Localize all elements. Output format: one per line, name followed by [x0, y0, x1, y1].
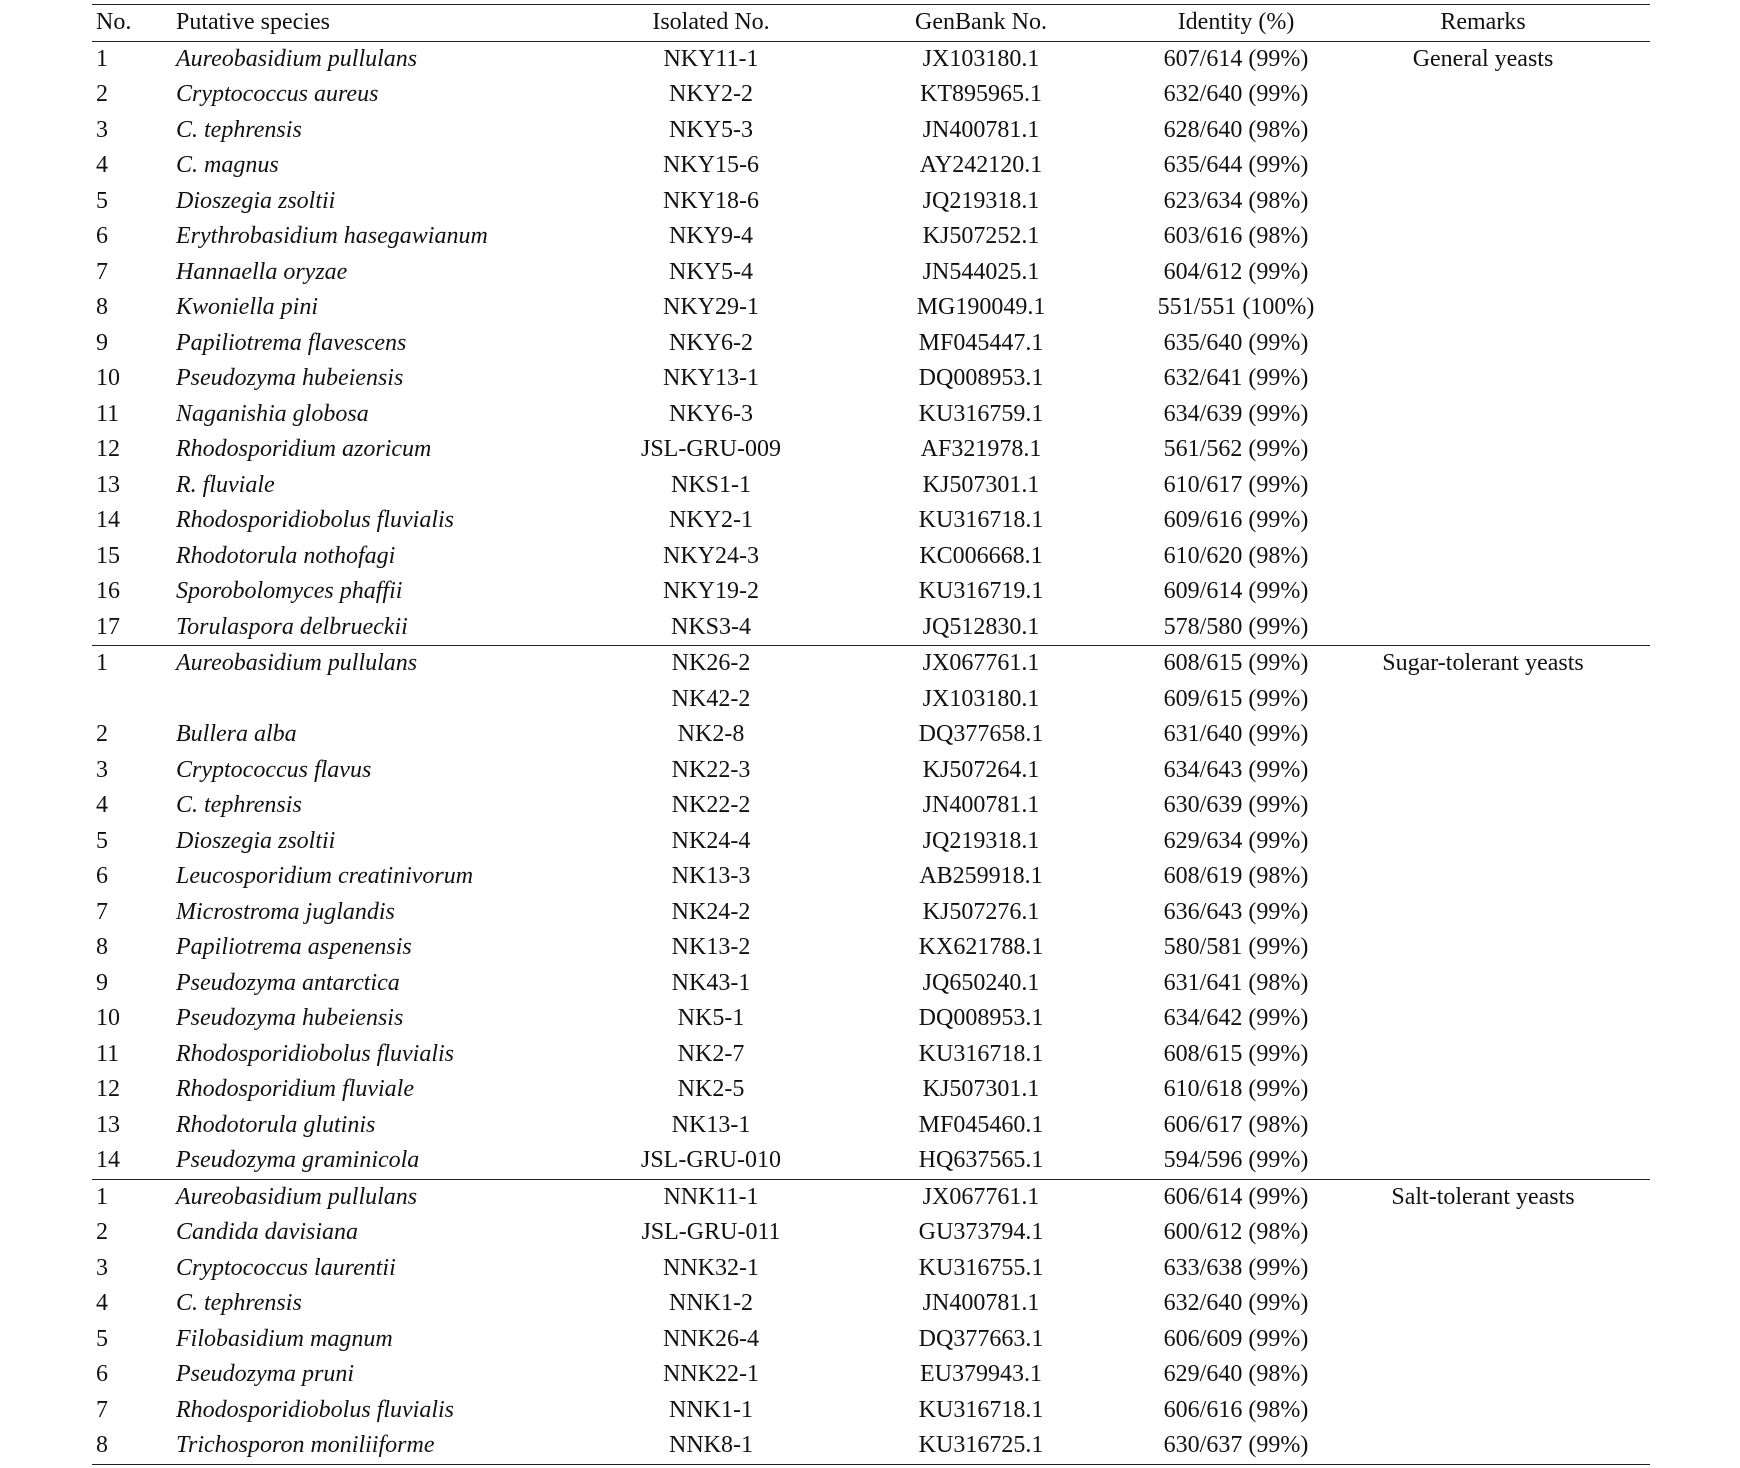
cell-genbank: JX067761.1: [922, 650, 1040, 676]
cell-genbank: JN544025.1: [922, 258, 1040, 285]
cell-species: Aureobasidium pullulans: [176, 650, 418, 676]
cell-remarks: [1316, 397, 1650, 433]
cell-identity: 609/616 (99%): [1163, 507, 1309, 533]
cell-no: 11: [96, 400, 120, 427]
table-row: [92, 255, 1650, 291]
cell-remarks: [1316, 432, 1650, 468]
cell-identity: 633/638 (99%): [1163, 1254, 1309, 1281]
cell-isolated: NKY13-1: [663, 365, 759, 391]
cell-identity: 634/639 (99%): [1163, 400, 1309, 427]
cell-no: 6: [96, 223, 108, 249]
cell-isolated: NKY9-4: [669, 223, 753, 249]
cell-isolated: NKY2-1: [669, 507, 753, 533]
table-row: [92, 859, 1650, 895]
cell-isolated: NKY6-2: [669, 329, 753, 356]
table-row: [92, 895, 1650, 931]
cell-isolated: NK26-2: [671, 650, 751, 676]
cell-species: Cryptococcus flavus: [176, 756, 372, 783]
cell-species: Sporobolomyces phaffii: [176, 578, 403, 604]
cell-no: 12: [96, 436, 120, 462]
cell-isolated: NK5-1: [677, 1005, 745, 1031]
cell-genbank: AY242120.1: [919, 152, 1043, 178]
cell-species: C. tephrensis: [176, 1290, 302, 1316]
table-row: [92, 1215, 1650, 1251]
cell-no: 9: [96, 329, 108, 356]
cell-no: 5: [96, 1325, 108, 1352]
cell-identity: 635/640 (99%): [1163, 329, 1309, 356]
cell-remarks: Salt-tolerant yeasts: [1391, 1183, 1575, 1210]
cell-identity: 606/617 (98%): [1163, 1111, 1309, 1138]
cell-isolated: NK22-3: [671, 756, 751, 783]
cell-species: Rhodosporidiobolus fluvialis: [176, 1040, 455, 1067]
table-row: [92, 290, 1650, 326]
cell-no: 10: [96, 1005, 120, 1031]
cell-remarks: [1316, 503, 1650, 539]
table-row: [92, 682, 1650, 718]
cell-species: Cryptococcus aureus: [176, 81, 379, 107]
cell-species: Rhodosporidium fluviale: [176, 1076, 414, 1102]
cell-no: 6: [96, 1361, 108, 1387]
cell-identity: 610/618 (99%): [1163, 1076, 1309, 1102]
cell-species: Trichosporon moniliiforme: [176, 1428, 616, 1464]
table-row: [92, 41, 1650, 77]
cell-genbank: EU379943.1: [920, 1361, 1042, 1387]
cell-species: Dioszegia zsoltii: [176, 187, 336, 214]
cell-no: 1: [96, 45, 108, 72]
table-row: [92, 1322, 1650, 1358]
cell-species: Pseudozyma antarctica: [176, 969, 400, 996]
cell-remarks: [1316, 1286, 1650, 1322]
cell-identity: 608/619 (98%): [1163, 863, 1309, 889]
cell-no: 1: [96, 650, 108, 676]
cell-species: Pseudozyma hubeiensis: [176, 365, 404, 391]
cell-genbank: KU316718.1: [918, 1040, 1044, 1067]
cell-species: Pseudozyma pruni: [176, 1361, 354, 1387]
cell-isolated: NKY19-2: [663, 578, 759, 604]
table-row: [92, 824, 1650, 860]
table-row: [92, 148, 1650, 184]
cell-no: 15: [96, 542, 120, 569]
cell-no: 17: [92, 610, 176, 646]
cell-isolated: NKS1-1: [670, 471, 751, 498]
cell-genbank: JX103180.1: [922, 45, 1040, 72]
cell-identity: 630/637 (99%): [1156, 1428, 1316, 1464]
table-row: [92, 1251, 1650, 1287]
cell-isolated: JSL-GRU-010: [616, 1143, 806, 1179]
cell-genbank: JQ512830.1: [806, 610, 1156, 646]
cell-remarks: [1316, 1001, 1650, 1037]
cell-isolated: NNK26-4: [663, 1325, 759, 1352]
cell-identity: 604/612 (99%): [1163, 258, 1309, 285]
cell-isolated: NKY15-6: [663, 152, 759, 178]
cell-genbank: JX067761.1: [922, 1183, 1040, 1210]
cell-genbank: KJ507301.1: [922, 471, 1040, 498]
cell-genbank: KJ507264.1: [922, 756, 1040, 783]
cell-remarks: Sugar-tolerant yeasts: [1382, 650, 1584, 676]
cell-identity: 607/614 (99%): [1163, 45, 1309, 72]
cell-species: Papiliotrema aspenensis: [176, 934, 412, 960]
cell-isolated: NKY5-3: [669, 116, 753, 143]
cell-remarks: [1316, 966, 1650, 1002]
cell-species: Pseudozyma graminicola: [176, 1143, 616, 1179]
cell-remarks: [1316, 113, 1650, 149]
cell-isolated: NK24-2: [671, 898, 751, 925]
cell-isolated: NK13-3: [671, 863, 751, 889]
cell-species: Kwoniella pini: [176, 294, 319, 320]
cell-species: Leucosporidium creatinivorum: [176, 863, 474, 889]
cell-species: Hannaella oryzae: [176, 258, 348, 285]
table-row: [92, 361, 1650, 397]
cell-no: 6: [96, 863, 108, 889]
header-no: No.: [92, 5, 176, 42]
cell-genbank: KX621788.1: [918, 934, 1044, 960]
cell-isolated: NKS3-4: [616, 610, 806, 646]
table-row: [92, 503, 1650, 539]
cell-no: 16: [96, 578, 120, 604]
cell-isolated: NK22-2: [671, 792, 751, 818]
cell-remarks: [1316, 1428, 1650, 1464]
table-row: [92, 753, 1650, 789]
cell-no: 3: [96, 1254, 108, 1281]
cell-isolated: JSL-GRU-011: [641, 1219, 781, 1245]
cell-genbank: DQ008953.1: [918, 1005, 1044, 1031]
cell-isolated: NK2-7: [677, 1040, 745, 1067]
cell-identity: 603/616 (98%): [1163, 223, 1309, 249]
cell-remarks: [1316, 930, 1650, 966]
header-remarks: Remarks: [1316, 5, 1650, 42]
table-row: [92, 1357, 1650, 1393]
cell-genbank: JN400781.1: [922, 1290, 1040, 1316]
cell-remarks: [1316, 326, 1650, 362]
cell-species: Aureobasidium pullulans: [176, 45, 418, 72]
cell-isolated: NK13-2: [671, 934, 751, 960]
cell-genbank: KT895965.1: [920, 81, 1042, 107]
cell-identity: 609/615 (99%): [1163, 685, 1309, 712]
cell-genbank: KJ507252.1: [922, 223, 1040, 249]
cell-identity: 635/644 (99%): [1163, 152, 1309, 178]
cell-no: 8: [96, 294, 108, 320]
cell-isolated: JSL-GRU-009: [640, 436, 781, 462]
cell-no: 14: [92, 1143, 176, 1179]
cell-genbank: JQ219318.1: [922, 187, 1040, 214]
cell-genbank: MF045447.1: [918, 329, 1044, 356]
cell-no: 5: [96, 827, 108, 854]
cell-isolated: NK2-5: [677, 1076, 745, 1102]
cell-identity: 631/640 (99%): [1163, 721, 1309, 747]
cell-remarks: [1316, 468, 1650, 504]
cell-remarks: [1316, 219, 1650, 255]
cell-no: 7: [96, 898, 108, 925]
cell-isolated: NNK8-1: [616, 1428, 806, 1464]
table-row: [92, 646, 1650, 682]
header-isolated: Isolated No.: [616, 5, 806, 42]
cell-isolated: NKY11-1: [663, 45, 759, 72]
cell-genbank: DQ377663.1: [918, 1325, 1044, 1352]
cell-species: Torulaspora delbrueckii: [176, 610, 616, 646]
cell-isolated: NNK11-1: [663, 1183, 759, 1210]
cell-genbank: JX103180.1: [922, 685, 1040, 712]
cell-isolated: NNK1-2: [669, 1290, 753, 1316]
cell-species: Dioszegia zsoltii: [176, 827, 336, 854]
cell-remarks: [1316, 361, 1650, 397]
cell-identity: 623/634 (98%): [1163, 187, 1309, 214]
table-row: [92, 717, 1650, 753]
cell-species: [176, 682, 616, 718]
cell-remarks: [1316, 1357, 1650, 1393]
cell-identity: 628/640 (98%): [1163, 116, 1309, 143]
yeast-identification-table: [92, 4, 1650, 1465]
cell-no: 1: [96, 1183, 108, 1210]
cell-genbank: HQ637565.1: [806, 1143, 1156, 1179]
cell-genbank: JN400781.1: [922, 116, 1040, 143]
header-species: Putative species: [176, 5, 616, 42]
cell-genbank: GU373794.1: [918, 1219, 1044, 1245]
cell-remarks: [1316, 574, 1650, 610]
table-row: [92, 1286, 1650, 1322]
cell-genbank: MF045460.1: [918, 1111, 1044, 1138]
table-row: [92, 966, 1650, 1002]
cell-species: Aureobasidium pullulans: [176, 1183, 418, 1210]
cell-remarks: [1316, 824, 1650, 860]
table-row: [92, 610, 1650, 646]
cell-genbank: DQ377658.1: [918, 721, 1044, 747]
cell-remarks: General yeasts: [1412, 45, 1554, 72]
cell-species: Rhodotorula nothofagi: [176, 542, 396, 569]
table-row: [92, 574, 1650, 610]
cell-remarks: [1316, 1037, 1650, 1073]
cell-no: 3: [96, 756, 108, 783]
header-identity: Identity (%): [1156, 5, 1316, 42]
table-row: [92, 1072, 1650, 1108]
cell-identity: 610/617 (99%): [1163, 471, 1309, 498]
cell-remarks: [1316, 1322, 1650, 1358]
cell-remarks: [1316, 1108, 1650, 1144]
cell-no: 2: [96, 721, 108, 747]
cell-identity: 609/614 (99%): [1163, 578, 1309, 604]
cell-identity: 636/643 (99%): [1163, 898, 1309, 925]
table-row: [92, 1428, 1650, 1464]
cell-genbank: KU316755.1: [918, 1254, 1044, 1281]
cell-species: C. tephrensis: [176, 116, 302, 143]
cell-no: 14: [96, 507, 120, 533]
table-row: [92, 113, 1650, 149]
cell-genbank: JQ650240.1: [922, 969, 1040, 996]
table-row: [92, 1179, 1650, 1215]
cell-no: 2: [96, 1219, 108, 1245]
cell-identity: 608/615 (99%): [1163, 650, 1309, 676]
cell-no: 13: [96, 471, 120, 498]
cell-species: C. magnus: [176, 152, 279, 178]
cell-identity: 634/643 (99%): [1163, 756, 1309, 783]
cell-species: Rhodosporidium azoricum: [176, 436, 432, 462]
cell-isolated: NKY24-3: [663, 542, 759, 569]
table-row: [92, 326, 1650, 362]
cell-remarks: [1316, 1072, 1650, 1108]
cell-no: 10: [96, 365, 120, 391]
cell-isolated: NK2-8: [677, 721, 745, 747]
cell-species: Rhodosporidiobolus fluvialis: [176, 1396, 455, 1423]
cell-identity: 551/551 (100%): [1157, 294, 1315, 320]
cell-remarks: [1316, 290, 1650, 326]
cell-genbank: AF321978.1: [920, 436, 1042, 462]
cell-remarks: [1316, 859, 1650, 895]
table-row: [92, 468, 1650, 504]
cell-isolated: NKY2-2: [669, 81, 753, 107]
cell-remarks: [1316, 1393, 1650, 1429]
cell-genbank: AB259918.1: [919, 863, 1043, 889]
cell-remarks: [1316, 1215, 1650, 1251]
cell-identity: 632/640 (99%): [1163, 81, 1309, 107]
cell-no: 8: [96, 934, 108, 960]
cell-identity: 606/609 (99%): [1163, 1325, 1309, 1352]
cell-identity: 632/641 (99%): [1163, 365, 1309, 391]
cell-genbank: JQ219318.1: [922, 827, 1040, 854]
cell-identity: 634/642 (99%): [1163, 1005, 1309, 1031]
cell-identity: 629/634 (99%): [1163, 827, 1309, 854]
cell-species: Naganishia globosa: [176, 400, 369, 427]
cell-no: 4: [96, 792, 108, 818]
table-row: [92, 219, 1650, 255]
cell-identity: 608/615 (99%): [1163, 1040, 1309, 1067]
cell-identity: 606/616 (98%): [1163, 1396, 1309, 1423]
table-row: [92, 77, 1650, 113]
table-row: [92, 1108, 1650, 1144]
cell-no: 9: [96, 969, 108, 996]
cell-remarks: [1316, 753, 1650, 789]
cell-identity: 561/562 (99%): [1163, 436, 1309, 462]
cell-identity: 580/581 (99%): [1163, 934, 1309, 960]
cell-species: Candida davisiana: [176, 1219, 359, 1245]
cell-no: 7: [96, 258, 108, 285]
cell-isolated: NNK32-1: [663, 1254, 759, 1281]
cell-no: 4: [96, 152, 108, 178]
table-header: [92, 5, 1650, 42]
cell-species: Papiliotrema flavescens: [176, 329, 407, 356]
cell-no: 7: [96, 1396, 108, 1423]
cell-genbank: KU316759.1: [918, 400, 1044, 427]
cell-isolated: NKY6-3: [669, 400, 753, 427]
cell-genbank: KU316719.1: [918, 578, 1044, 604]
cell-remarks: [1316, 255, 1650, 291]
cell-species: Rhodosporidiobolus fluvialis: [176, 507, 455, 533]
cell-identity: 632/640 (99%): [1163, 1290, 1309, 1316]
cell-isolated: NK24-4: [671, 827, 751, 854]
cell-no: 8: [92, 1428, 176, 1464]
cell-genbank: KJ507301.1: [922, 1076, 1040, 1102]
table-body: [92, 41, 1650, 1464]
table-row: [92, 1001, 1650, 1037]
cell-no: 3: [96, 116, 108, 143]
cell-genbank: KC006668.1: [919, 542, 1043, 569]
cell-no: 2: [96, 81, 108, 107]
cell-genbank: MG190049.1: [916, 294, 1046, 320]
cell-species: Rhodotorula glutinis: [176, 1111, 376, 1138]
cell-remarks: [1316, 1143, 1650, 1179]
cell-species: Bullera alba: [176, 721, 297, 747]
cell-species: Filobasidium magnum: [176, 1325, 393, 1352]
cell-isolated: NK42-2: [671, 685, 751, 712]
cell-remarks: [1316, 148, 1650, 184]
cell-remarks: [1316, 682, 1650, 718]
table-row: [92, 788, 1650, 824]
table-row: [92, 930, 1650, 966]
table-row: [92, 184, 1650, 220]
cell-genbank: DQ008953.1: [918, 365, 1044, 391]
cell-identity: 594/596 (99%): [1156, 1143, 1316, 1179]
cell-genbank: KU316718.1: [918, 507, 1044, 533]
cell-isolated: NNK1-1: [669, 1396, 753, 1423]
cell-remarks: [1316, 184, 1650, 220]
cell-isolated: NK13-1: [671, 1111, 751, 1138]
cell-species: C. tephrensis: [176, 792, 302, 818]
cell-identity: 610/620 (98%): [1163, 542, 1309, 569]
table-row: [92, 432, 1650, 468]
cell-isolated: NKY5-4: [669, 258, 753, 285]
header-row: [92, 5, 1650, 42]
cell-identity: 631/641 (98%): [1163, 969, 1309, 996]
cell-remarks: [1316, 539, 1650, 575]
cell-species: R. fluviale: [176, 471, 275, 498]
cell-remarks: [1316, 788, 1650, 824]
table-row: [92, 539, 1650, 575]
cell-no: [92, 682, 176, 718]
cell-remarks: [1316, 77, 1650, 113]
cell-no: 13: [96, 1111, 120, 1138]
cell-identity: 578/580 (99%): [1156, 610, 1316, 646]
cell-remarks: [1316, 895, 1650, 931]
cell-species: Microstroma juglandis: [176, 898, 395, 925]
table-row: [92, 397, 1650, 433]
cell-remarks: [1316, 610, 1650, 646]
header-genbank: GenBank No.: [806, 5, 1156, 42]
cell-identity: 606/614 (99%): [1163, 1183, 1309, 1210]
cell-genbank: KU316718.1: [918, 1396, 1044, 1423]
cell-genbank: KJ507276.1: [922, 898, 1040, 925]
cell-identity: 629/640 (98%): [1163, 1361, 1309, 1387]
cell-no: 12: [96, 1076, 120, 1102]
cell-genbank: KU316725.1: [806, 1428, 1156, 1464]
table-row: [92, 1037, 1650, 1073]
cell-genbank: JN400781.1: [922, 792, 1040, 818]
cell-species: Pseudozyma hubeiensis: [176, 1005, 404, 1031]
table-row: [92, 1393, 1650, 1429]
cell-isolated: NNK22-1: [663, 1361, 759, 1387]
cell-identity: 600/612 (98%): [1163, 1219, 1309, 1245]
cell-isolated: NK43-1: [671, 969, 751, 996]
cell-identity: 630/639 (99%): [1163, 792, 1309, 818]
cell-isolated: NKY18-6: [663, 187, 759, 214]
cell-no: 5: [96, 187, 108, 214]
cell-species: Cryptococcus laurentii: [176, 1254, 396, 1281]
cell-no: 4: [96, 1290, 108, 1316]
cell-remarks: [1316, 1251, 1650, 1287]
table-row: [92, 1143, 1650, 1179]
cell-species: Erythrobasidium hasegawianum: [176, 223, 488, 249]
cell-no: 11: [96, 1040, 120, 1067]
cell-isolated: NKY29-1: [663, 294, 759, 320]
cell-remarks: [1316, 717, 1650, 753]
